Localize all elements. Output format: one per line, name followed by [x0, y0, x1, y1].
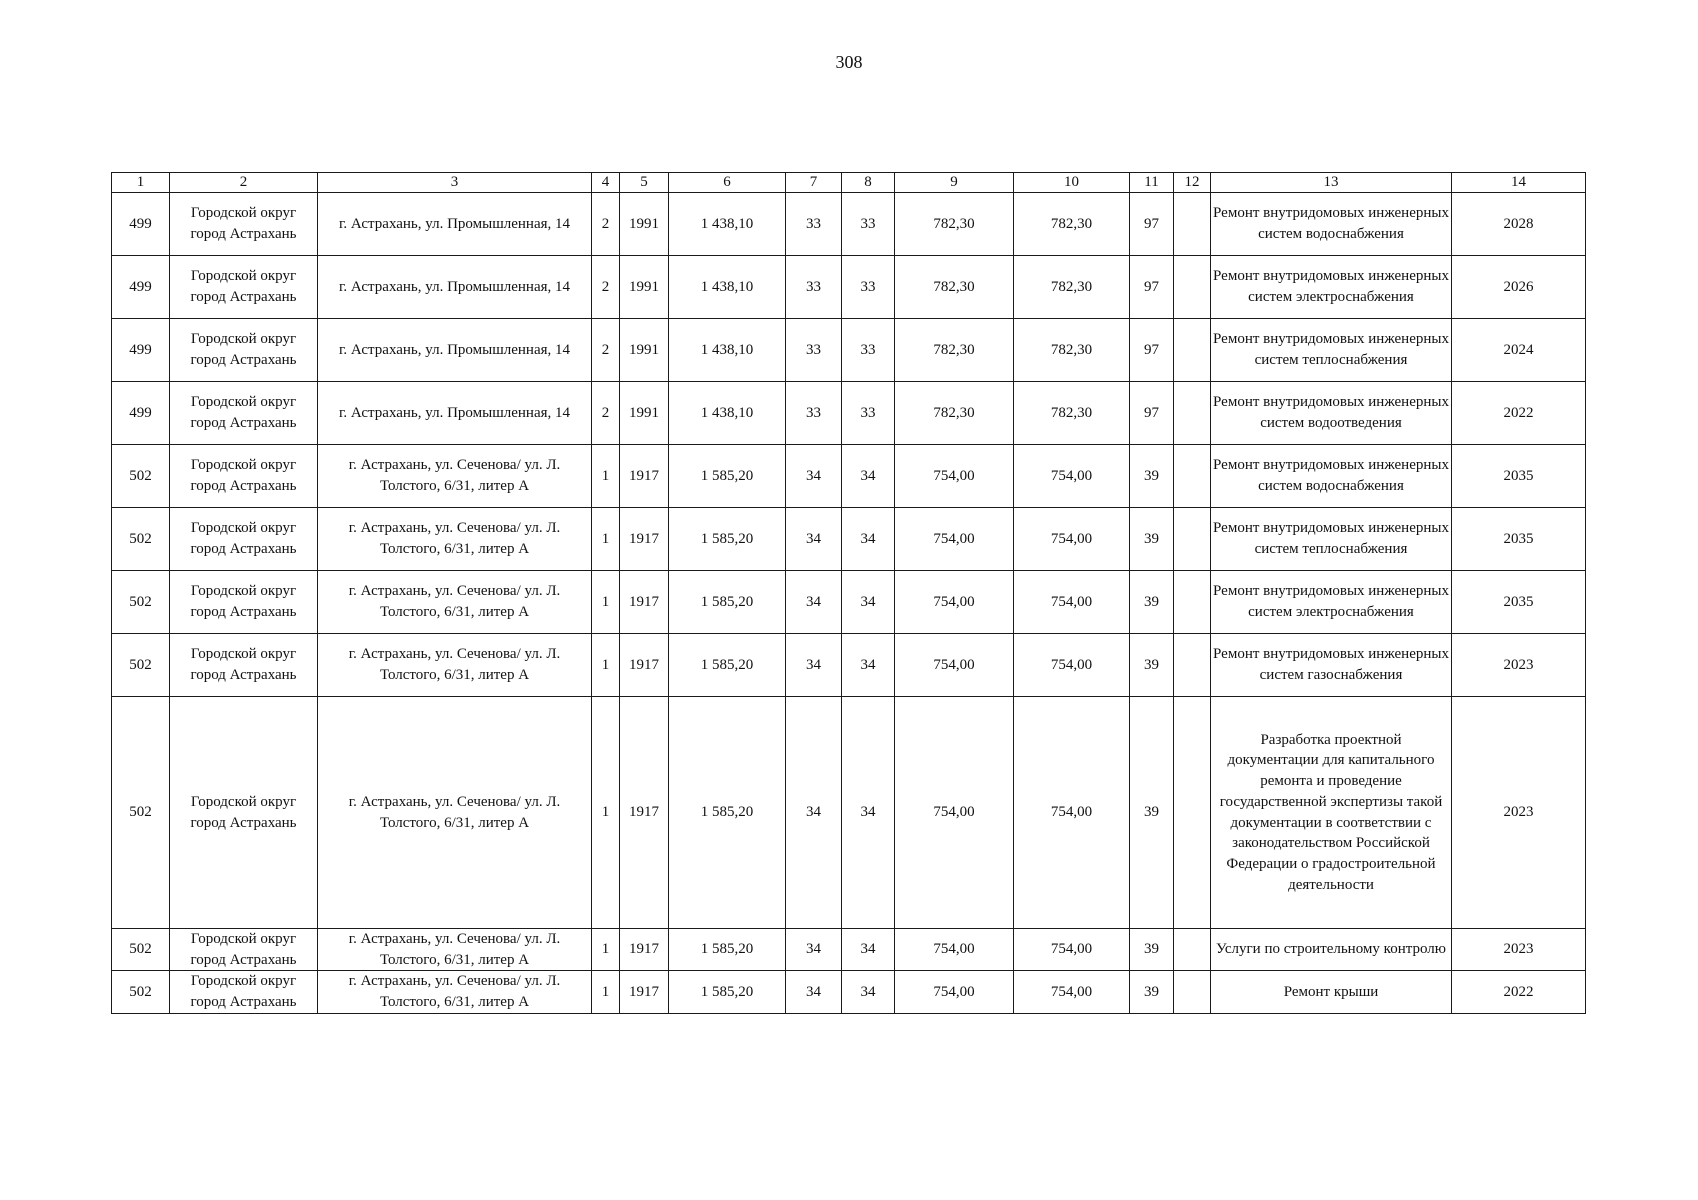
table-cell-col-9: 754,00	[895, 571, 1014, 634]
table-cell-col-2: Городской округ город Астрахань	[170, 382, 318, 445]
table-cell-col-7: 33	[786, 319, 842, 382]
table-cell-col-10: 782,30	[1014, 382, 1130, 445]
table-cell-col-11: 97	[1130, 256, 1174, 319]
table-cell-col-11: 97	[1130, 382, 1174, 445]
table-cell-col-12	[1174, 697, 1211, 929]
table-cell-col-7: 34	[786, 634, 842, 697]
header-row	[112, 173, 1586, 193]
column-header-6: 6	[669, 173, 786, 193]
table-cell-col-7: 33	[786, 193, 842, 256]
table-cell-col-13: Ремонт внутридомовых инженерных систем водоснабжения	[1211, 445, 1452, 508]
table-cell-col-2: Городской округ город Астрахань	[170, 634, 318, 697]
table-cell-col-10: 754,00	[1014, 634, 1130, 697]
column-header-8: 8	[842, 173, 895, 193]
table-cell-col-2: Городской округ город Астрахань	[170, 697, 318, 929]
table-cell-col-8: 33	[842, 382, 895, 445]
table-cell-col-4: 2	[592, 256, 620, 319]
column-header-11: 11	[1130, 173, 1174, 193]
table-cell-col-6: 1 585,20	[669, 508, 786, 571]
table-cell-col-8: 33	[842, 319, 895, 382]
table-cell-col-10: 754,00	[1014, 508, 1130, 571]
table-cell-col-1: 502	[112, 929, 170, 971]
table-cell-col-3: г. Астрахань, ул. Сеченова/ ул. Л. Толстого, 6/31, литер А	[318, 634, 592, 697]
table-cell-col-5: 1917	[620, 445, 669, 508]
table-cell-col-10: 754,00	[1014, 697, 1130, 929]
table-cell-col-8: 33	[842, 256, 895, 319]
table-cell-col-3: г. Астрахань, ул. Промышленная, 14	[318, 319, 592, 382]
table-cell-col-9: 754,00	[895, 971, 1014, 1013]
table-cell-col-4: 1	[592, 508, 620, 571]
table-cell-col-13: Ремонт внутридомовых инженерных систем электроснабжения	[1211, 571, 1452, 634]
column-header-7: 7	[786, 173, 842, 193]
table-cell-col-13: Ремонт внутридомовых инженерных систем газоснабжения	[1211, 634, 1452, 697]
table-cell-col-3: г. Астрахань, ул. Сеченова/ ул. Л. Толстого, 6/31, литер А	[318, 697, 592, 929]
table-cell-col-9: 754,00	[895, 508, 1014, 571]
table-cell-col-8: 34	[842, 971, 895, 1013]
table-cell-col-2: Городской округ город Астрахань	[170, 193, 318, 256]
table-cell-col-12	[1174, 929, 1211, 971]
table-cell-col-1: 499	[112, 382, 170, 445]
table-cell-col-8: 33	[842, 193, 895, 256]
table-cell-col-11: 39	[1130, 929, 1174, 971]
table-cell-col-10: 754,00	[1014, 571, 1130, 634]
table-cell-col-4: 2	[592, 382, 620, 445]
table-cell-col-3: г. Астрахань, ул. Сеченова/ ул. Л. Толстого, 6/31, литер А	[318, 971, 592, 1013]
table-cell-col-2: Городской округ город Астрахань	[170, 256, 318, 319]
table-cell-col-9: 782,30	[895, 256, 1014, 319]
table-cell-col-11: 39	[1130, 971, 1174, 1013]
table-cell-col-1: 499	[112, 193, 170, 256]
table-cell-col-9: 782,30	[895, 319, 1014, 382]
table-cell-col-11: 39	[1130, 508, 1174, 571]
table-cell-col-5: 1917	[620, 971, 669, 1013]
table-cell-col-13: Ремонт внутридомовых инженерных систем водоотведения	[1211, 382, 1452, 445]
table-row	[112, 971, 1586, 1013]
table-cell-col-3: г. Астрахань, ул. Промышленная, 14	[318, 256, 592, 319]
table-cell-col-5: 1917	[620, 634, 669, 697]
register-table	[111, 172, 1586, 1014]
table-cell-col-13: Ремонт внутридомовых инженерных систем теплоснабжения	[1211, 319, 1452, 382]
table-cell-col-10: 754,00	[1014, 971, 1130, 1013]
table-cell-col-12	[1174, 193, 1211, 256]
table-cell-col-3: г. Астрахань, ул. Сеченова/ ул. Л. Толстого, 6/31, литер А	[318, 508, 592, 571]
table-cell-col-11: 39	[1130, 571, 1174, 634]
table-cell-col-11: 39	[1130, 634, 1174, 697]
table-cell-col-12	[1174, 508, 1211, 571]
table-cell-col-12	[1174, 571, 1211, 634]
column-header-5: 5	[620, 173, 669, 193]
table-cell-col-3: г. Астрахань, ул. Промышленная, 14	[318, 382, 592, 445]
table-cell-col-1: 502	[112, 971, 170, 1013]
table-cell-col-10: 782,30	[1014, 256, 1130, 319]
table-cell-col-12	[1174, 634, 1211, 697]
table-cell-col-4: 1	[592, 634, 620, 697]
table-cell-col-12	[1174, 382, 1211, 445]
table-cell-col-5: 1917	[620, 929, 669, 971]
table-cell-col-9: 754,00	[895, 634, 1014, 697]
table-cell-col-3: г. Астрахань, ул. Сеченова/ ул. Л. Толстого, 6/31, литер А	[318, 445, 592, 508]
column-header-2: 2	[170, 173, 318, 193]
table-cell-col-11: 39	[1130, 697, 1174, 929]
table-row	[112, 697, 1586, 929]
column-header-3: 3	[318, 173, 592, 193]
table-cell-col-1: 499	[112, 319, 170, 382]
table-cell-col-6: 1 585,20	[669, 929, 786, 971]
table-cell-col-6: 1 585,20	[669, 445, 786, 508]
table-cell-col-11: 97	[1130, 319, 1174, 382]
table-cell-col-9: 754,00	[895, 697, 1014, 929]
table-cell-col-4: 1	[592, 571, 620, 634]
table-cell-col-6: 1 585,20	[669, 571, 786, 634]
table-cell-col-11: 97	[1130, 193, 1174, 256]
table-cell-col-3: г. Астрахань, ул. Сеченова/ ул. Л. Толстого, 6/31, литер А	[318, 571, 592, 634]
table-cell-col-8: 34	[842, 634, 895, 697]
table-cell-col-13: Ремонт внутридомовых инженерных систем водоснабжения	[1211, 193, 1452, 256]
table-cell-col-4: 1	[592, 971, 620, 1013]
table-cell-col-7: 34	[786, 697, 842, 929]
table-cell-col-9: 782,30	[895, 382, 1014, 445]
table-cell-col-8: 34	[842, 571, 895, 634]
table-cell-col-5: 1917	[620, 571, 669, 634]
table-cell-col-10: 782,30	[1014, 193, 1130, 256]
table-cell-col-5: 1917	[620, 697, 669, 929]
table-cell-col-7: 34	[786, 445, 842, 508]
table-row	[112, 382, 1586, 445]
table-cell-col-5: 1991	[620, 319, 669, 382]
table-cell-col-4: 1	[592, 929, 620, 971]
table-cell-col-12	[1174, 319, 1211, 382]
table-cell-col-1: 502	[112, 697, 170, 929]
table-cell-col-12	[1174, 256, 1211, 319]
table-cell-col-12	[1174, 445, 1211, 508]
table-row	[112, 508, 1586, 571]
column-header-1: 1	[112, 173, 170, 193]
table-cell-col-7: 34	[786, 508, 842, 571]
table-cell-col-6: 1 585,20	[669, 634, 786, 697]
table-cell-col-10: 754,00	[1014, 929, 1130, 971]
table-cell-col-7: 33	[786, 256, 842, 319]
table-cell-col-6: 1 585,20	[669, 971, 786, 1013]
table-cell-col-8: 34	[842, 445, 895, 508]
table-cell-col-14: 2026	[1452, 256, 1586, 319]
table-row	[112, 256, 1586, 319]
table-cell-col-13: Ремонт внутридомовых инженерных систем теплоснабжения	[1211, 508, 1452, 571]
table-cell-col-1: 502	[112, 634, 170, 697]
table-cell-col-6: 1 438,10	[669, 256, 786, 319]
table-cell-col-7: 33	[786, 382, 842, 445]
table-cell-col-14: 2024	[1452, 319, 1586, 382]
table-cell-col-5: 1917	[620, 508, 669, 571]
table-cell-col-9: 754,00	[895, 929, 1014, 971]
table-cell-col-3: г. Астрахань, ул. Сеченова/ ул. Л. Толстого, 6/31, литер А	[318, 929, 592, 971]
table-cell-col-2: Городской округ город Астрахань	[170, 929, 318, 971]
column-header-12: 12	[1174, 173, 1211, 193]
table-cell-col-12	[1174, 971, 1211, 1013]
table-cell-col-4: 1	[592, 697, 620, 929]
table-cell-col-6: 1 438,10	[669, 319, 786, 382]
table-cell-col-13: Ремонт крыши	[1211, 971, 1452, 1013]
table-row	[112, 319, 1586, 382]
table-cell-col-14: 2022	[1452, 382, 1586, 445]
table-body	[112, 193, 1586, 1014]
table-cell-col-4: 1	[592, 445, 620, 508]
column-header-10: 10	[1014, 173, 1130, 193]
table-row	[112, 571, 1586, 634]
table-cell-col-1: 499	[112, 256, 170, 319]
table-cell-col-8: 34	[842, 508, 895, 571]
table-cell-col-13: Услуги по строительному контролю	[1211, 929, 1452, 971]
column-header-4: 4	[592, 173, 620, 193]
table-cell-col-8: 34	[842, 929, 895, 971]
table-cell-col-14: 2023	[1452, 634, 1586, 697]
table-cell-col-5: 1991	[620, 382, 669, 445]
table-cell-col-14: 2023	[1452, 697, 1586, 929]
table-cell-col-4: 2	[592, 193, 620, 256]
table-cell-col-13: Разработка проектной документации для капитального ремонта и проведение государственной экспертизы такой документации в соответствии с законодательством Российской Федерации о градостроительной деятельности	[1211, 697, 1452, 929]
table-cell-col-3: г. Астрахань, ул. Промышленная, 14	[318, 193, 592, 256]
table-cell-col-2: Городской округ город Астрахань	[170, 571, 318, 634]
table-cell-col-6: 1 438,10	[669, 193, 786, 256]
table-cell-col-10: 754,00	[1014, 445, 1130, 508]
table-cell-col-14: 2028	[1452, 193, 1586, 256]
table-cell-col-6: 1 585,20	[669, 697, 786, 929]
table-cell-col-7: 34	[786, 571, 842, 634]
table-cell-col-2: Городской округ город Астрахань	[170, 445, 318, 508]
table-cell-col-13: Ремонт внутридомовых инженерных систем электроснабжения	[1211, 256, 1452, 319]
table-cell-col-4: 2	[592, 319, 620, 382]
table-cell-col-14: 2023	[1452, 929, 1586, 971]
table-cell-col-2: Городской округ город Астрахань	[170, 508, 318, 571]
table-cell-col-9: 782,30	[895, 193, 1014, 256]
table-cell-col-14: 2035	[1452, 508, 1586, 571]
table-row	[112, 929, 1586, 971]
table-cell-col-11: 39	[1130, 445, 1174, 508]
table-cell-col-8: 34	[842, 697, 895, 929]
table-cell-col-5: 1991	[620, 193, 669, 256]
column-header-13: 13	[1211, 173, 1452, 193]
table-cell-col-14: 2022	[1452, 971, 1586, 1013]
column-header-14: 14	[1452, 173, 1586, 193]
table-cell-col-2: Городской округ город Астрахань	[170, 319, 318, 382]
table-cell-col-2: Городской округ город Астрахань	[170, 971, 318, 1013]
column-header-9: 9	[895, 173, 1014, 193]
table-cell-col-14: 2035	[1452, 571, 1586, 634]
table-cell-col-1: 502	[112, 445, 170, 508]
table-cell-col-9: 754,00	[895, 445, 1014, 508]
table-row	[112, 193, 1586, 256]
page-number: 308	[835, 52, 863, 72]
table-cell-col-1: 502	[112, 508, 170, 571]
table-cell-col-1: 502	[112, 571, 170, 634]
table-cell-col-6: 1 438,10	[669, 382, 786, 445]
table-cell-col-7: 34	[786, 971, 842, 1013]
table-cell-col-7: 34	[786, 929, 842, 971]
table-cell-col-14: 2035	[1452, 445, 1586, 508]
table-row	[112, 445, 1586, 508]
table-cell-col-5: 1991	[620, 256, 669, 319]
table-row	[112, 634, 1586, 697]
table-cell-col-10: 782,30	[1014, 319, 1130, 382]
